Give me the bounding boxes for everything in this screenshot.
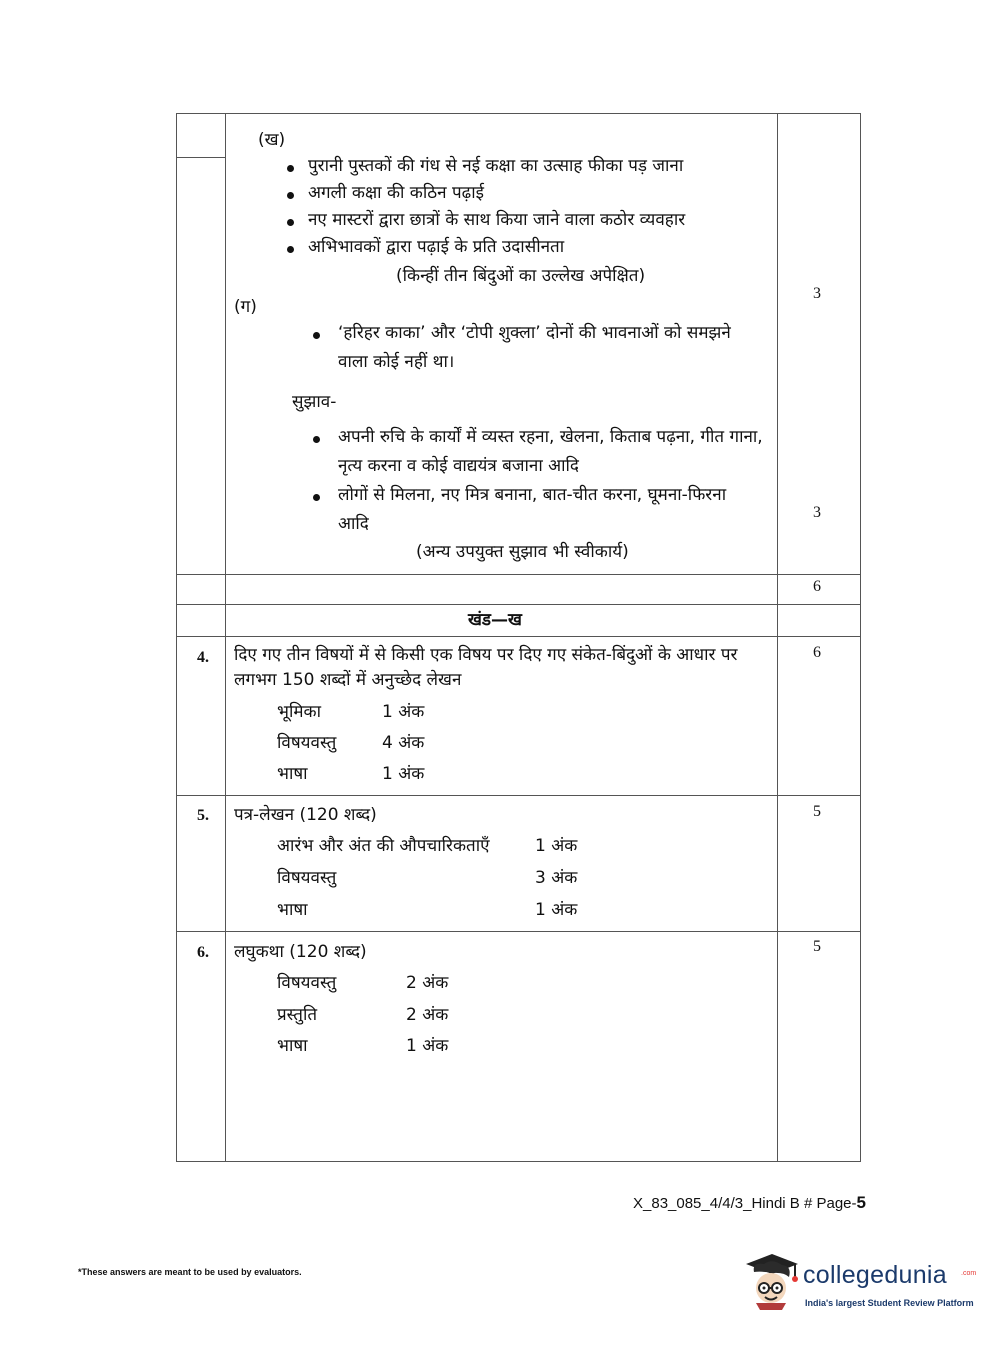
table-col-divider-2 — [777, 113, 778, 1162]
kha-label: (ख) — [258, 130, 286, 150]
table-row-line — [176, 636, 861, 637]
q4-line-1: दिए गए तीन विषयों में से किसी एक विषय पर दिए गए संकेत-बिंदुओं के आधार पर — [234, 645, 738, 665]
bullet — [287, 246, 294, 253]
page-number: 5 — [856, 1193, 866, 1212]
q4-criterion-label: भाषा — [277, 764, 308, 784]
evaluator-note: *These answers are meant to be used by evaluators. — [78, 1267, 302, 1277]
bullet — [287, 165, 294, 172]
bullet — [313, 436, 320, 443]
q6-number: 6. — [197, 944, 209, 961]
q5-number: 5. — [197, 807, 209, 824]
table-border-top — [176, 113, 861, 114]
q6-marks: 5 — [813, 938, 821, 955]
q5-criterion-label: भाषा — [277, 900, 308, 920]
page-reference — [633, 1193, 866, 1213]
bullet — [287, 192, 294, 199]
bullet — [313, 494, 320, 501]
collegedunia-logo-icon — [742, 1250, 802, 1312]
q4-criterion-value: 1 अंक — [382, 702, 425, 722]
ga-point-line-2: वाला कोई नहीं था। — [338, 352, 455, 372]
q5-criterion-label: विषयवस्तु — [277, 868, 337, 888]
kha-point-1: पुरानी पुस्तकों की गंध से नई कक्षा का उत्साह फीका पड़ जाना — [308, 156, 684, 176]
table-row-line — [176, 604, 861, 605]
table-row-line — [176, 574, 861, 575]
q4-criterion-label: भूमिका — [277, 702, 321, 722]
kha-note: (किन्हीं तीन बिंदुओं का उल्लेख अपेक्षित) — [396, 266, 646, 286]
q5-criterion-value: 3 अंक — [535, 868, 578, 888]
suggestion-2-line-2: आदि — [338, 514, 369, 534]
table-col-divider-1 — [225, 113, 226, 1162]
q4-criterion-value: 1 अंक — [382, 764, 425, 784]
q6-criterion-value: 2 अंक — [406, 1005, 449, 1025]
brand-tagline: India's largest Student Review Platform — [805, 1298, 974, 1308]
q6-criterion-label: प्रस्तुति — [277, 1005, 318, 1025]
suggestion-1-line-1: अपनी रुचि के कार्यों में व्यस्त रहना, खेलना, किताब पढ़ना, गीत गाना, — [338, 427, 763, 447]
page-ref-prefix: X_83_085_4/4/3_Hindi B # Page- — [633, 1195, 857, 1212]
suggestion-2-line-1: लोगों से मिलना, नए मित्र बनाना, बात-चीत करना, घूमना-फिरना — [338, 485, 727, 505]
bullet — [313, 332, 320, 339]
q4-criterion-value: 4 अंक — [382, 733, 425, 753]
suggestion-label: सुझाव- — [292, 392, 337, 412]
kha-point-2: अगली कक्षा की कठिन पढ़ाई — [308, 183, 484, 203]
section-heading: खंड—ख — [468, 610, 522, 630]
q6-criterion-label: भाषा — [277, 1036, 308, 1056]
table-row-line — [176, 795, 861, 796]
q6-criterion-label: विषयवस्तु — [277, 973, 337, 993]
table-border-left — [176, 113, 177, 1162]
table-number-cell-line — [176, 157, 226, 158]
kha-marks: 3 — [813, 285, 821, 302]
kha-point-3: नए मास्टरों द्वारा छात्रों के साथ किया जाने वाला कठोर व्यवहार — [308, 210, 686, 230]
q4-line-2: लगभग 150 शब्दों में अनुच्छेद लेखन — [234, 670, 462, 690]
q5-marks: 5 — [813, 803, 821, 820]
q6-criterion-value: 2 अंक — [406, 973, 449, 993]
q5-title: पत्र-लेखन (120 शब्द) — [234, 805, 377, 825]
brand-name: collegedunia — [803, 1261, 947, 1289]
suggestion-1-line-2: नृत्य करना व कोई वाद्ययंत्र बजाना आदि — [338, 456, 579, 476]
table-row-line — [176, 931, 861, 932]
q4-criterion-label: विषयवस्तु — [277, 733, 337, 753]
ga-marks: 3 — [813, 504, 821, 521]
table-border-right — [860, 113, 861, 1162]
q4-number: 4. — [197, 649, 209, 666]
ga-note: (अन्य उपयुक्त सुझाव भी स्वीकार्य) — [416, 542, 629, 562]
section3-total-marks: 6 — [813, 578, 821, 595]
q5-criterion-value: 1 अंक — [535, 836, 578, 856]
brand-suffix: .com — [961, 1270, 977, 1277]
ga-label: (ग) — [234, 297, 257, 317]
q4-marks: 6 — [813, 644, 821, 661]
q6-title: लघुकथा (120 शब्द) — [234, 942, 367, 962]
table-border-bottom — [176, 1161, 861, 1162]
bullet — [287, 219, 294, 226]
q5-criterion-label: आरंभ और अंत की औपचारिकताएँ — [277, 836, 490, 856]
q5-criterion-value: 1 अंक — [535, 900, 578, 920]
q6-criterion-value: 1 अंक — [406, 1036, 449, 1056]
ga-point-line-1: ‘हरिहर काका’ और ‘टोपी शुक्ला’ दोनों की भावनाओं को समझने — [338, 323, 731, 343]
kha-point-4: अभिभावकों द्वारा पढ़ाई के प्रति उदासीनता — [308, 237, 565, 257]
